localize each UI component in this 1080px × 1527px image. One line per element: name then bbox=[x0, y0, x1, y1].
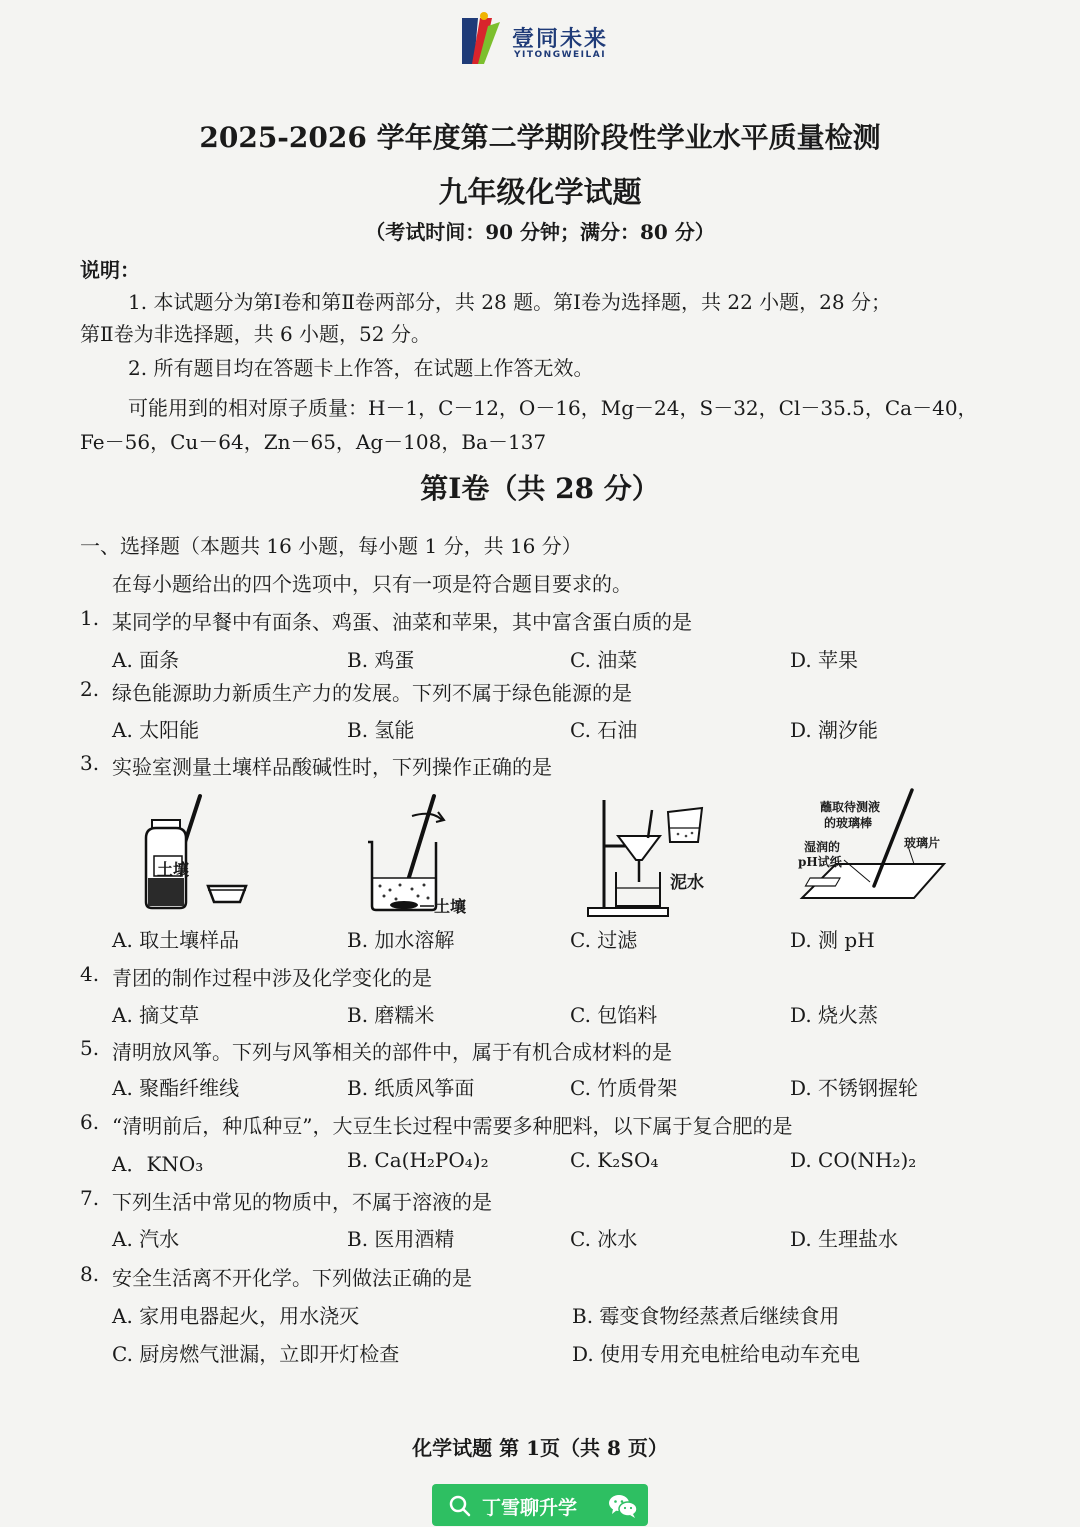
figure-wet-ph-label-2: pH试纸 bbox=[798, 855, 842, 869]
question-4-option-c: C. 包馅料 bbox=[570, 1003, 658, 1027]
question-6-option-d: D. CO(NH₂)₂ bbox=[790, 1148, 917, 1172]
atomic-mass-line-2: Fe－56，Cu－64，Zn－65，Ag－108，Ba－137 bbox=[80, 430, 547, 454]
brand-logo-icon bbox=[458, 8, 504, 66]
question-4-option-d: D. 烧火蒸 bbox=[790, 1003, 879, 1027]
question-8-option-a: A. 家用电器起火，用水浇灭 bbox=[112, 1304, 360, 1328]
question-2-number: 2. bbox=[80, 677, 100, 701]
question-1-stem: 某同学的早餐中有面条、鸡蛋、油菜和苹果，其中富含蛋白质的是 bbox=[112, 610, 692, 634]
question-5-option-b: B. 纸质风筝面 bbox=[347, 1076, 475, 1100]
question-3-option-d: D. 测 pH bbox=[790, 928, 875, 952]
question-7-option-c: C. 冰水 bbox=[570, 1227, 638, 1251]
figure-dip-rod-label-2: 的玻璃棒 bbox=[824, 816, 873, 830]
figure-soil-label: 土壤 bbox=[157, 860, 190, 879]
exam-title: 2025-2026 学年度第二学期阶段性学业水平质量检测 bbox=[199, 121, 881, 154]
exam-subtitle: 九年级化学试题 bbox=[438, 175, 642, 209]
brand-name-en: YITONGWEILAI bbox=[514, 50, 607, 60]
question-2-option-a: A. 太阳能 bbox=[112, 718, 200, 742]
question-1-option-b: B. 鸡蛋 bbox=[347, 648, 415, 672]
question-6-option-b: B. Ca(H₂PO₄)₂ bbox=[347, 1148, 489, 1172]
instructions-label: 说明： bbox=[80, 258, 140, 282]
figure-soil-jar bbox=[136, 790, 256, 920]
question-2-stem: 绿色能源助力新质生产力的发展。下列不属于绿色能源的是 bbox=[112, 681, 632, 705]
question-8-option-b: B. 霉变食物经蒸煮后继续食用 bbox=[572, 1304, 840, 1328]
instruction-2: 2. 所有题目均在答题卡上作答，在试题上作答无效。 bbox=[128, 356, 594, 380]
figure-wet-ph-label: 湿润的 bbox=[804, 840, 841, 854]
instruction-1-line-2: 第Ⅱ卷为非选择题，共 6 小题，52 分。 bbox=[80, 322, 431, 346]
question-4-number: 4. bbox=[80, 962, 100, 986]
search-icon bbox=[448, 1494, 472, 1518]
question-7-stem: 下列生活中常见的物质中，不属于溶液的是 bbox=[112, 1190, 492, 1214]
question-1-option-c: C. 油菜 bbox=[570, 648, 638, 672]
question-3-option-a: A. 取土壤样品 bbox=[112, 928, 240, 952]
figure-mud-water-label: 泥水 bbox=[670, 873, 704, 893]
wechat-account-label: 丁雪聊升学 bbox=[482, 1497, 578, 1519]
question-1-option-a: A. 面条 bbox=[112, 648, 180, 672]
question-6-stem: “清明前后，种瓜种豆”，大豆生长过程中需要多种肥料，以下属于复合肥的是 bbox=[112, 1114, 793, 1138]
question-1-number: 1. bbox=[80, 606, 100, 630]
brand-logo bbox=[458, 8, 628, 66]
brand-name-cn: 壹同未来 bbox=[512, 27, 609, 52]
question-7-option-b: B. 医用酒精 bbox=[347, 1227, 455, 1251]
question-4-stem: 青团的制作过程中涉及化学变化的是 bbox=[112, 966, 432, 990]
wechat-search-button[interactable] bbox=[432, 1484, 648, 1526]
question-5-option-c: C. 竹质骨架 bbox=[570, 1076, 678, 1100]
figure-glass-plate-label: 玻璃片 bbox=[904, 836, 941, 850]
page-footer: 化学试题 第 1页（共 8 页） bbox=[412, 1436, 668, 1460]
question-8-stem: 安全生活离不开化学。下列做法正确的是 bbox=[112, 1266, 472, 1290]
question-3-number: 3. bbox=[80, 751, 100, 775]
question-5-stem: 清明放风筝。下列与风筝相关的部件中，属于有机合成材料的是 bbox=[112, 1040, 672, 1064]
question-3-option-c: C. 过滤 bbox=[570, 928, 638, 952]
question-4-option-b: B. 磨糯米 bbox=[347, 1003, 435, 1027]
figure-soil-b-label: 土壤 bbox=[434, 897, 467, 916]
question-6-number: 6. bbox=[80, 1110, 100, 1134]
exam-info: （考试时间：90 分钟；满分：80 分） bbox=[365, 220, 715, 244]
question-3-option-b: B. 加水溶解 bbox=[347, 928, 455, 952]
question-1-option-d: D. 苹果 bbox=[790, 648, 859, 672]
question-2-option-c: C. 石油 bbox=[570, 718, 638, 742]
question-3-stem: 实验室测量土壤样品酸碱性时，下列操作正确的是 bbox=[112, 755, 552, 779]
section-title: 一、选择题（本题共 16 小题，每小题 1 分，共 16 分） bbox=[80, 534, 582, 558]
figure-filtration bbox=[584, 790, 714, 920]
atomic-mass-line-1: 可能用到的相对原子质量：H－1，C－12，O－16，Mg－24，S－32，Cl－35.5，Ca－40， bbox=[128, 396, 978, 420]
question-8-option-d: D. 使用专用充电桩给电动车充电 bbox=[572, 1342, 861, 1366]
part-1-heading: 第Ⅰ卷（共 28 分） bbox=[420, 472, 660, 505]
section-note: 在每小题给出的四个选项中，只有一项是符合题目要求的。 bbox=[112, 572, 632, 596]
question-5-number: 5. bbox=[80, 1036, 100, 1060]
question-8-option-c: C. 厨房燃气泄漏，立即开灯检查 bbox=[112, 1342, 400, 1366]
question-2-option-d: D. 潮汐能 bbox=[790, 718, 879, 742]
question-6-option-c: C. K₂SO₄ bbox=[570, 1148, 659, 1172]
question-6-option-a: A．KNO₃ bbox=[112, 1152, 204, 1176]
figure-dip-rod-label: 蘸取待测液 bbox=[820, 800, 881, 814]
question-7-option-d: D. 生理盐水 bbox=[790, 1227, 899, 1251]
question-2-option-b: B. 氢能 bbox=[347, 718, 415, 742]
question-5-option-d: D. 不锈钢握轮 bbox=[790, 1076, 919, 1100]
wechat-icon bbox=[608, 1493, 638, 1519]
instruction-1-line-1: 1. 本试题分为第Ⅰ卷和第Ⅱ卷两部分，共 28 题。第Ⅰ卷为选择题，共 22 小题，28 分； bbox=[128, 290, 891, 314]
question-5-option-a: A. 聚酯纤维线 bbox=[112, 1076, 240, 1100]
question-7-option-a: A. 汽水 bbox=[112, 1227, 180, 1251]
question-4-option-a: A. 摘艾草 bbox=[112, 1003, 200, 1027]
question-8-number: 8. bbox=[80, 1262, 100, 1286]
question-7-number: 7. bbox=[80, 1186, 100, 1210]
